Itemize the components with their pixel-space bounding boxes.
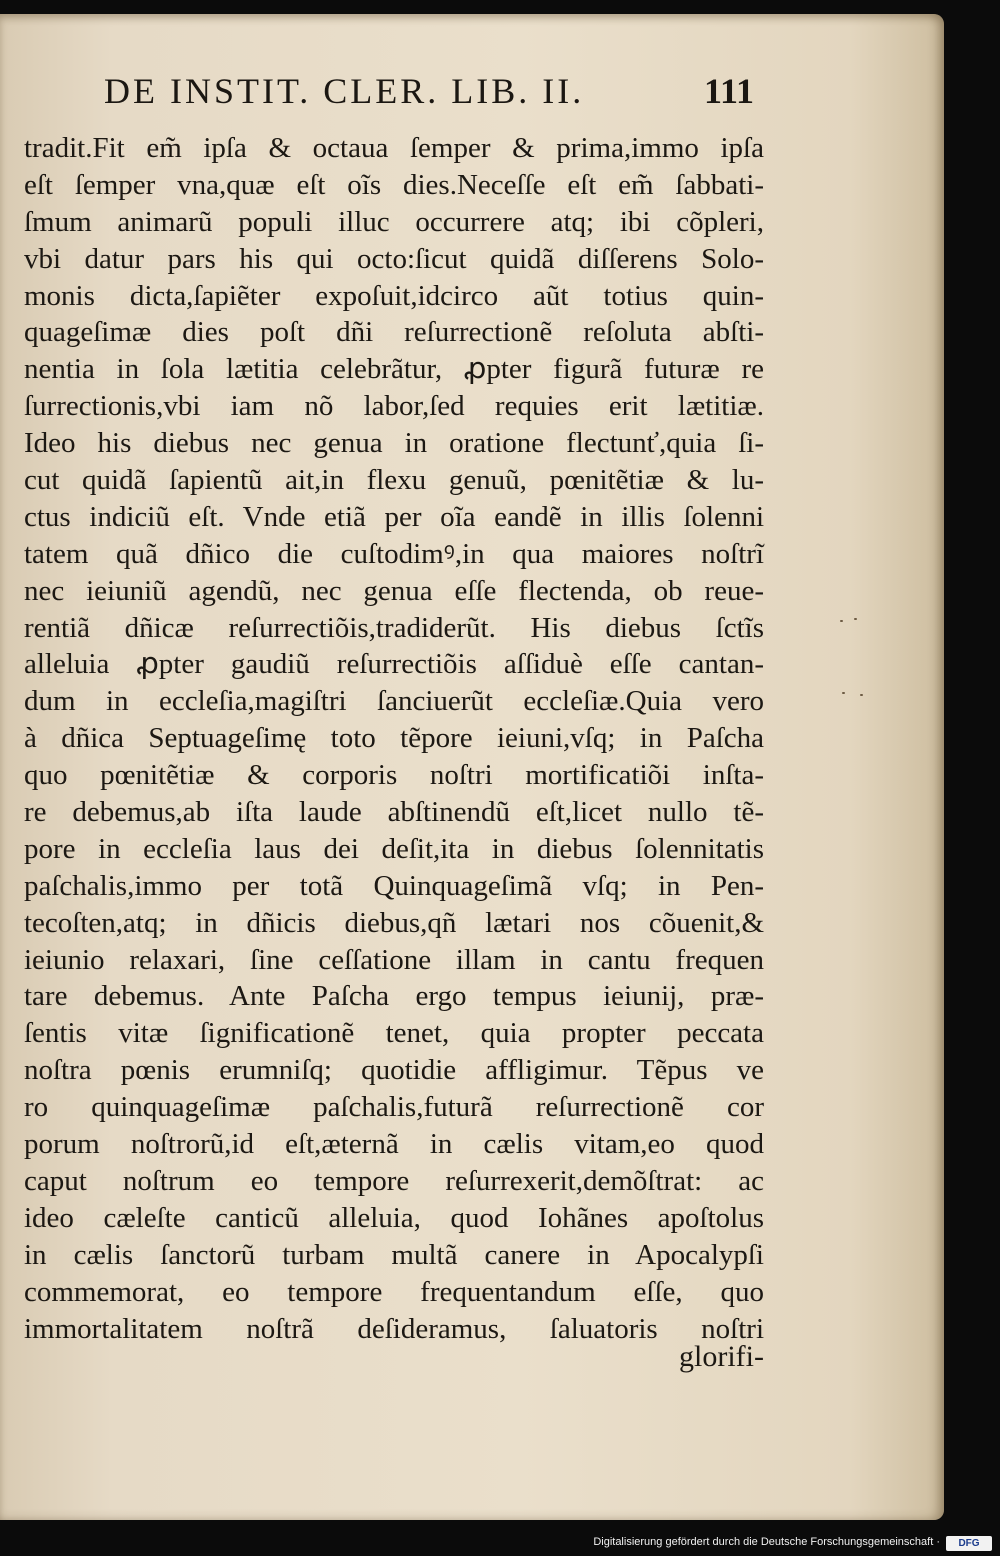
text-line: ro quinquageſimæ paſchalis,futurã reſurrectionẽ cor [24,1091,764,1124]
text-line: monis dicta,ſapiẽter expoſuit,idcirco aũt totius quin- [24,279,764,312]
text-line: Ideo his diebus nec genua in oratione flectunť,quia ſi- [24,427,764,460]
footer-bar [0,1532,1000,1556]
text-line: dum in eccleſia,magiſtri ſanciuerũt eccleſiæ.Quia vero [24,685,764,718]
text-line: quageſimæ dies poſt dñi reſurrectionẽ reſoluta abſti- [24,316,764,349]
text-line: ieiunio relaxari, ſine ceſſatione illam in cantu frequen [24,943,764,976]
text-line: vbi datur pars his qui octo:ſicut quidã diſſerens Solo- [24,242,764,275]
text-line: tare debemus. Ante Paſcha ergo tempus ieiunij, præ- [24,980,764,1013]
text-line: cut quidã ſapientũ ait,in flexu genuũ, pœnitẽtiæ & lu- [24,464,764,497]
text-line: tatem quã dñico die cuſtodimꝰ,in qua maiores noſtrĩ [24,537,764,570]
paper-specks [820,600,880,720]
speck [842,692,845,694]
funding-credit: Digitalisierung gefördert durch die Deutsche Forschungsgemeinschaft · [593,1536,940,1548]
text-line: rentiã dñicæ reſurrectiõis,tradiderũt. His diebus ſctĩs [24,611,764,644]
text-line: nentia in ſola lætitia celebrãtur, ꝓpter figurã futuræ re [24,353,764,386]
running-head: DE INSTIT. CLER. LIB. II. [104,71,585,111]
text-line: re debemus,ab iſta laude abſtinendũ eſt,licet nullo tẽ- [24,796,764,829]
catchword: glorifi- [679,1340,764,1373]
dfg-logo: DFG [946,1536,992,1551]
text-line: à dñica Septuageſimę toto tẽpore ieiuni,vſq; in Paſcha [24,722,764,755]
text-line: caput noſtrum eo tempore reſurrexerit,demõſtrat: ac [24,1164,764,1197]
body-text [24,130,764,1347]
text-line: alleluia ꝓpter gaudiũ reſurrectiõis aſſiduè eſſe cantan- [24,648,764,681]
text-line: porum noſtrorũ,id eſt,æternã in cælis vitam,eo quod [24,1128,764,1161]
text-line: in cælis ſanctorũ turbam multã canere in Apocalypſi [24,1238,764,1271]
speck [860,694,863,696]
text-line: ſmum animarũ populi illuc occurrere atq; ibi cõpleri, [24,205,764,238]
text-line: paſchalis,immo per totã Quinquageſimã vſq; in Pen- [24,869,764,902]
text-line: immortalitatem noſtrã deſideramus, ſaluatoris noſtri [24,1312,764,1345]
speck [854,618,857,620]
text-line: tradit.Fit em̃ ipſa & octaua ſemper & prima,immo ipſa [24,132,764,164]
text-line: pore in eccleſia laus dei deſit,ita in diebus ſolennitatis [24,832,764,865]
text-line: ctus indiciũ eſt. Vnde etiã per oĩa eandẽ in illis ſolenni [24,500,764,533]
text-line: commemorat, eo tempore frequentandum eſſe, quo [24,1275,764,1308]
page-number: 111 [703,71,754,111]
text-line: ſentis vitæ ſignificationẽ tenet, quia propter peccata [24,1017,764,1050]
speck [840,620,843,622]
text-line: quo pœnitẽtiæ & corporis noſtri mortificatiõi inſta- [24,759,764,792]
page-header [104,70,754,120]
text-line: ideo cæleſte canticũ alleluia, quod Iohãnes apoſtolus [24,1201,764,1234]
text-line: noſtra pœnis erumniſq; quotidie affligimur. Tẽpus ve [24,1054,764,1087]
text-line: eſt ſemper vna,quæ eſt oĩs dies.Neceſſe eſt em̃ ſabbati- [24,168,764,201]
text-line: nec ieiuniũ agendũ, nec genua eſſe flectenda, ob reue- [24,574,764,607]
text-line: tecoſten,atq; in dñicis diebus,qñ lætari nos cõuenit,& [24,906,764,939]
text-line: ſurrectionis,vbi iam nõ labor,ſed requies erit lætitiæ. [24,390,764,423]
